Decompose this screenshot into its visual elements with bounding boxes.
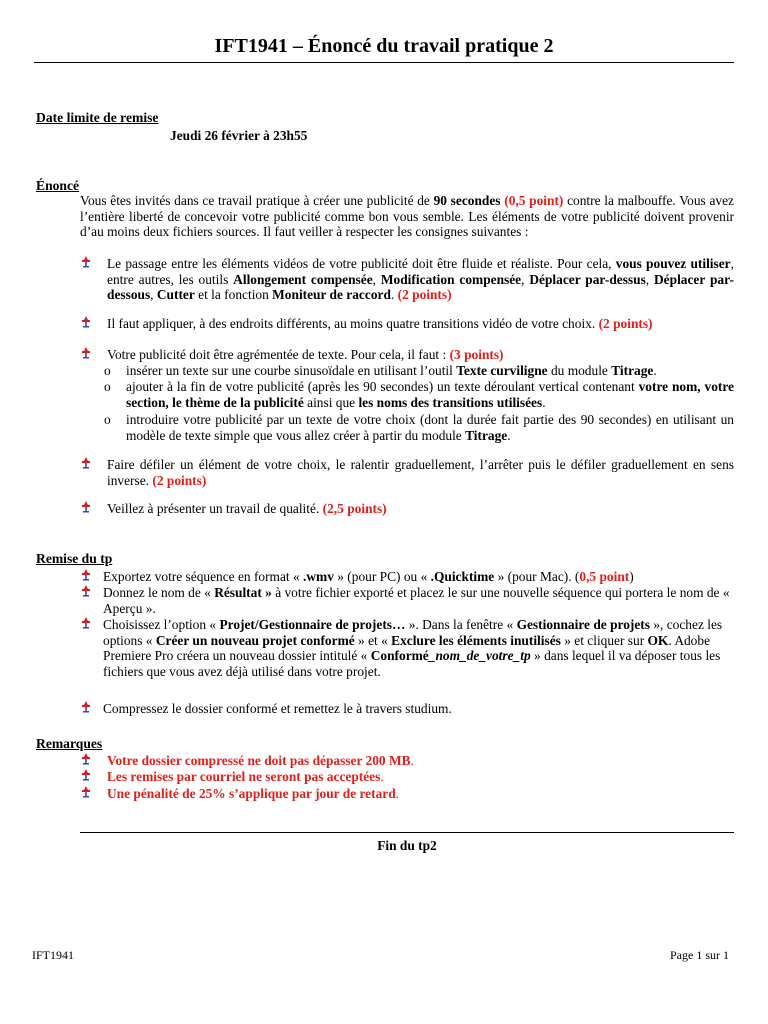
item-bold: Déplacer par-dessous bbox=[107, 271, 734, 303]
item-text: , bbox=[521, 271, 530, 287]
sub-bullet-marker: o bbox=[104, 379, 111, 394]
item-text: » (pour Mac). ( bbox=[494, 569, 580, 584]
enonce-item-video-transitions bbox=[80, 316, 734, 332]
pin-bullet-icon bbox=[80, 786, 92, 798]
header-divider bbox=[34, 62, 734, 63]
enonce-intro bbox=[80, 193, 734, 240]
text-subitem-intro bbox=[104, 412, 734, 443]
remarque-period: . bbox=[380, 769, 384, 784]
intro-points: (0,5 point) bbox=[504, 193, 564, 208]
item-points: (2 points) bbox=[598, 316, 653, 331]
text-subitem-credits bbox=[104, 379, 734, 410]
item-points: 0,5 point bbox=[579, 569, 630, 584]
pin-bullet-icon bbox=[80, 769, 92, 781]
item-text: » (pour PC) ou « bbox=[333, 569, 431, 584]
remarque-text: Votre dossier compressé ne doit pas dépasser 200 MB bbox=[107, 753, 411, 768]
end-label: Fin du tp2 bbox=[377, 838, 437, 853]
item-bold: .wmv bbox=[303, 569, 334, 584]
pin-bullet-icon bbox=[80, 256, 92, 268]
sub-bold: les noms des transitions utilisées bbox=[358, 394, 543, 410]
item-text: , bbox=[645, 271, 655, 287]
remarque-period: . bbox=[410, 753, 414, 768]
remarque-item-email bbox=[80, 769, 734, 785]
pin-bullet-icon bbox=[80, 457, 92, 469]
remise-item-project-manager bbox=[80, 617, 734, 679]
item-points: (2 points) bbox=[397, 287, 452, 303]
remarque-text: Les remises par courriel ne seront pas acceptées bbox=[107, 769, 381, 784]
item-bold-italic: _nom_de_votre_tp bbox=[428, 648, 531, 664]
item-bold: Conformé bbox=[370, 648, 429, 664]
pin-bullet-icon bbox=[80, 701, 92, 713]
remarque-text: Une pénalité de 25% s’applique par jour de retard bbox=[107, 786, 396, 801]
item-bold: Allongement compensée bbox=[233, 271, 373, 287]
item-text: . Adobe Premiere Pro créera un nouveau dossier intitulé « bbox=[103, 632, 711, 664]
item-text: » dans lequel il va déposer tous les fichiers que vous avez déjà utilisé dans votre projet. bbox=[103, 648, 721, 679]
pin-bullet-icon bbox=[80, 347, 92, 359]
item-text: , bbox=[150, 287, 157, 303]
sub-text: ajouter à la fin de votre publicité (après les 90 secondes) un texte déroulant vertical contenant bbox=[126, 379, 639, 394]
text-subitem-curve bbox=[104, 363, 734, 379]
deadline-value: Jeudi 26 février à 23h55 bbox=[170, 128, 308, 143]
item-bold: Projet/Gestionnaire de projets… bbox=[219, 617, 406, 632]
item-bold: vous pouvez utiliser bbox=[615, 256, 731, 271]
item-text: » et « bbox=[354, 632, 392, 648]
item-bold: Créer un nouveau projet conformé bbox=[155, 632, 355, 648]
sub-text: . bbox=[507, 427, 511, 443]
item-text: à votre fichier exporté et placez le sur une nouvelle séquence qui portera le nom de « Aperçu ». bbox=[103, 585, 730, 616]
item-text: , bbox=[372, 271, 381, 287]
item-text: . bbox=[390, 287, 398, 303]
intro-text: Vous êtes invités dans ce travail pratique à créer une publicité de bbox=[80, 193, 434, 208]
sub-bold: votre nom, votre section, le thème de la publicité bbox=[126, 379, 734, 410]
item-bold: Déplacer par-dessus bbox=[529, 271, 646, 287]
remise-item-rename bbox=[80, 585, 734, 616]
item-bold: Résultat » bbox=[214, 585, 272, 600]
pin-bullet-icon bbox=[80, 569, 92, 581]
remarques-heading: Remarques bbox=[36, 736, 103, 751]
item-bold: Cutter bbox=[156, 287, 195, 303]
item-text: Faire défiler un élément de votre choix, le ralentir graduellement, l’arrêter puis le défiler graduellement en sens inverse. bbox=[107, 457, 734, 488]
sub-text: . bbox=[542, 394, 546, 410]
item-text: Choisissez l’option « bbox=[103, 617, 220, 632]
item-bold: Moniteur de raccord bbox=[272, 287, 391, 303]
item-bold: Gestionnaire de projets bbox=[516, 617, 650, 632]
pin-bullet-icon bbox=[80, 617, 92, 629]
pin-bullet-icon bbox=[80, 753, 92, 765]
sub-text: . bbox=[653, 363, 657, 378]
sub-bullet-marker: o bbox=[104, 412, 111, 427]
remarque-item-size bbox=[80, 753, 734, 769]
item-text: Votre publicité doit être agrémentée de texte. Pour cela, il faut : bbox=[107, 347, 450, 362]
item-text: ) bbox=[629, 569, 634, 584]
item-text: , entre autres, les outils bbox=[107, 256, 734, 287]
remise-item-export bbox=[80, 569, 734, 585]
remarque-item-penalty bbox=[80, 786, 734, 802]
item-bold: OK bbox=[647, 632, 669, 648]
item-points: (2 points) bbox=[152, 472, 207, 488]
intro-text-2: contre la malbouffe. Vous avez l’entière liberté de concevoir votre publicité comme bon vous semble. Les éléments de votre publicité doivent provenir d’au moins deux fichiers sources. Il faut veiller à respecter les consignes suivantes : bbox=[80, 193, 734, 240]
sub-bold: Titrage bbox=[611, 363, 654, 378]
item-points: (2,5 points) bbox=[322, 501, 387, 516]
enonce-heading: Énoncé bbox=[36, 178, 80, 193]
item-text: », cochez les options « bbox=[103, 617, 723, 648]
item-text: Exportez votre séquence en format « bbox=[103, 569, 304, 584]
sub-text: introduire votre publicité par un texte de votre choix (dont la durée fait partie des 90 secondes) en utilisant un modèle de texte simple que vous allez créer à partir du module bbox=[126, 412, 734, 443]
sub-bullet-marker: o bbox=[104, 363, 111, 378]
item-points: (3 points) bbox=[449, 347, 504, 362]
pin-bullet-icon bbox=[80, 585, 92, 597]
item-bold: Exclure les éléments inutilisés bbox=[391, 632, 561, 648]
item-text: ». Dans la fenêtre « bbox=[405, 617, 517, 632]
pin-bullet-icon bbox=[80, 501, 92, 513]
item-bold: Modification compensée bbox=[380, 271, 522, 287]
item-text: » et cliquer sur bbox=[560, 632, 648, 648]
remise-heading: Remise du tp bbox=[36, 551, 113, 566]
enonce-item-fluid-transitions bbox=[80, 256, 734, 303]
item-bold: .Quicktime bbox=[430, 569, 495, 584]
item-text: Veillez à présenter un travail de qualité. bbox=[107, 501, 323, 516]
enonce-item-text bbox=[80, 347, 734, 363]
deadline-heading: Date limite de remise bbox=[36, 110, 159, 125]
footer-page-number: Page 1 sur 1 bbox=[670, 948, 729, 962]
sub-text: insérer un texte sur une courbe sinusoïdale en utilisant l’outil bbox=[126, 363, 457, 378]
item-text: Le passage entre les éléments vidéos de votre publicité doit être fluide et réaliste. Pour cela, bbox=[107, 256, 616, 271]
page-title: IFT1941 – Énoncé du travail pratique 2 bbox=[214, 35, 554, 57]
item-text: Compressez le dossier conformé et remettez le à travers studium. bbox=[103, 701, 452, 716]
item-text: Donnez le nom de « bbox=[103, 585, 215, 600]
remarque-period: . bbox=[395, 786, 400, 801]
pin-bullet-icon bbox=[80, 316, 92, 328]
sub-text: du module bbox=[547, 363, 612, 378]
intro-duration: 90 secondes bbox=[433, 193, 501, 208]
end-divider bbox=[80, 832, 734, 833]
footer-course-code: IFT1941 bbox=[32, 948, 74, 962]
remise-item-compress bbox=[80, 701, 734, 717]
sub-bold: Texte curviligne bbox=[456, 363, 548, 378]
enonce-item-quality bbox=[80, 501, 734, 517]
sub-bold: Titrage bbox=[465, 427, 508, 443]
item-text: et la fonction bbox=[194, 287, 273, 303]
enonce-item-scroll-element bbox=[80, 457, 734, 488]
item-text: Il faut appliquer, à des endroits différents, au moins quatre transitions vidéo de votre choix. bbox=[107, 316, 599, 331]
sub-text: ainsi que bbox=[303, 394, 359, 410]
